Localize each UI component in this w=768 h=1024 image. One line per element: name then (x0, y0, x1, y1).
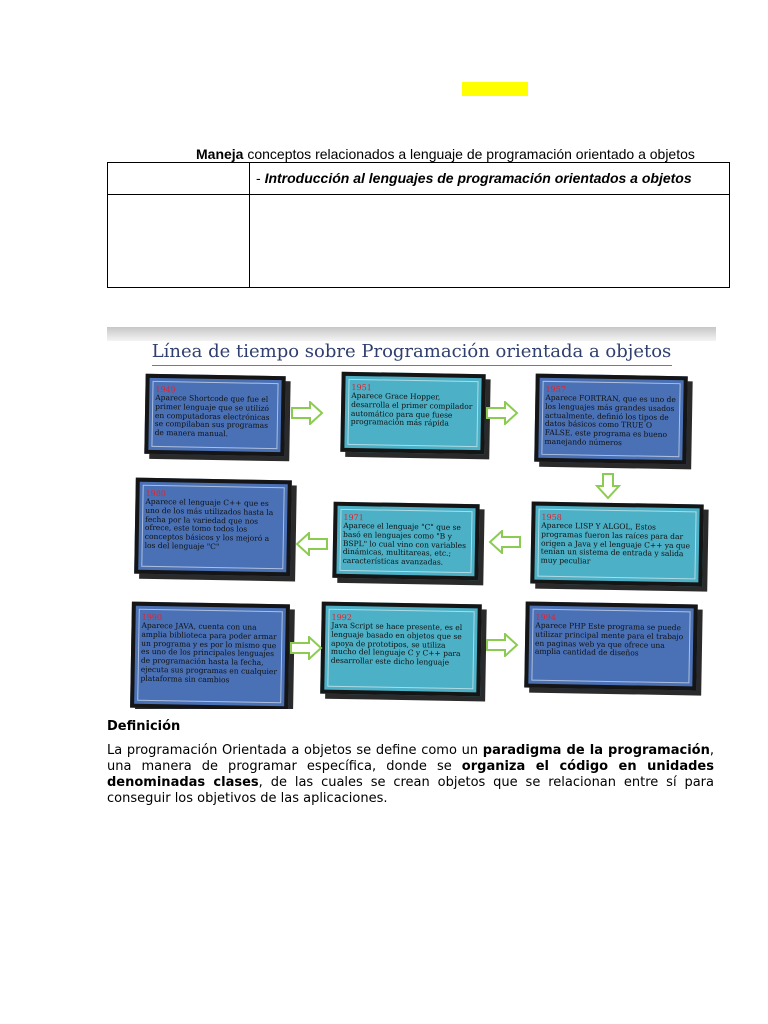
table-divider-horizontal (108, 194, 729, 195)
card-year: 1971 (343, 512, 364, 523)
timeline-card-1994 (524, 601, 698, 690)
definition-bold-1: paradigma de la programación (482, 743, 710, 758)
card-text: Aparece el lenguaje C++ que es uno de los más utilizados hasta la fecha por la variedad que nos ofrece, este tomo todos los conceptos básicos y los mejoró a los del lenguaje "C" (144, 496, 274, 552)
definition-text-1: La programación Orientada a objetos se define como un (107, 743, 483, 758)
card-text: Aparece PHP Este programa se puede utilizar principal mente para el trabajo en paginas web ya que ofrece una amplia cantidad de diseños (534, 620, 684, 658)
table-title-text: Introducción al lenguajes de programación orientados a objetos (264, 170, 692, 186)
card-text: Aparece el lenguaje "C" que se basó en lenguajes como "B y BSPL" lo cual vino con variables dinámicas, multitareas, etc.; características avanzadas. (342, 520, 467, 567)
timeline-card-1971 (332, 502, 479, 581)
intro-text: conceptos relacionados a lenguaje de programación orientado a objetos (243, 146, 695, 162)
card-text: Aparece JAVA, cuenta con una amplia biblioteca para poder armar un programa y es por lo mismo que es uno de los principales lenguajes de programación hasta la fecha, ejecuta sus programas en cualquier plataforma sin cambios (140, 620, 278, 685)
card-text: Aparece FORTRAN, que es uno de los lenguajes más grandes usados actualmente, definió los tipos de datos básicos como TRUE O FALSE, este programa es bueno manejando números (544, 392, 676, 448)
card-text: Aparece LISP Y ALGOL, Estos programas fueron las raíces para dar origen a Java y el lenguaje C++ ya que tenían un sistema de entrada y salida muy peculiar (540, 520, 691, 566)
yellow-highlight (462, 82, 528, 96)
card-text: Java Script se hace presente, es el lenguaje basado en objetos que se apoya de prototipos, se utiliza mucho del lenguaje C y C++ para desarrollar este dicho lenguaje (330, 620, 463, 668)
card-year: 1994 (535, 612, 556, 623)
card-text: Aparece Shortcode que fue el primer lenguaje que se utilizó en computadoras electrónicas se compilaban sus programas de manera manual. (154, 392, 270, 439)
card-year: 1990 (141, 612, 163, 623)
table-dash: - (256, 170, 265, 186)
timeline-card-1949 (144, 374, 285, 456)
card-year: 1951 (351, 382, 372, 393)
intro-line (196, 146, 695, 162)
timeline-image (107, 327, 716, 709)
timeline-card-1990 (130, 602, 290, 709)
arrow-right-icon (289, 636, 323, 660)
timeline-top-bar (107, 327, 716, 341)
timeline-card-1992 (320, 602, 482, 697)
arrow-right-icon (485, 633, 519, 657)
definition-heading: Definición (107, 719, 181, 734)
timeline-card-1951 (340, 372, 485, 455)
card-year: 1992 (331, 612, 352, 623)
table-topic-title (256, 170, 692, 186)
card-year: 1980 (145, 488, 167, 499)
card-year: 1958 (541, 512, 562, 523)
definition-bold-2: organiza el código en unidades denominadas clases (107, 759, 714, 790)
definition-text-2: , una manera de programar específica, donde se (107, 743, 714, 774)
timeline-card-1958 (530, 501, 703, 586)
intro-bold: Maneja (196, 146, 244, 162)
arrow-right-icon (290, 401, 324, 425)
card-text: Aparece Grace Hopper, desarrolla el primer compilador automático para que fuese programación más rápida (350, 390, 473, 429)
card-year: 1949 (155, 384, 176, 395)
card-year: 1957 (545, 384, 566, 395)
arrow-right-icon (485, 401, 519, 425)
arrow-left-icon (295, 532, 329, 556)
timeline-title-rule (152, 365, 672, 366)
timeline-card-1980 (134, 478, 292, 577)
topic-table (107, 162, 730, 288)
arrow-down-icon (595, 472, 621, 500)
definition-paragraph (107, 743, 714, 807)
timeline-title: Línea de tiempo sobre Programación orientada a objetos (151, 341, 672, 362)
table-divider-vertical (249, 163, 250, 287)
arrow-left-icon (488, 530, 522, 554)
definition-text-3: , de las cuales se crean objetos que se relacionan entre sí para conseguir los objetivos de las aplicaciones. (107, 775, 714, 806)
timeline-card-1957 (534, 374, 688, 465)
